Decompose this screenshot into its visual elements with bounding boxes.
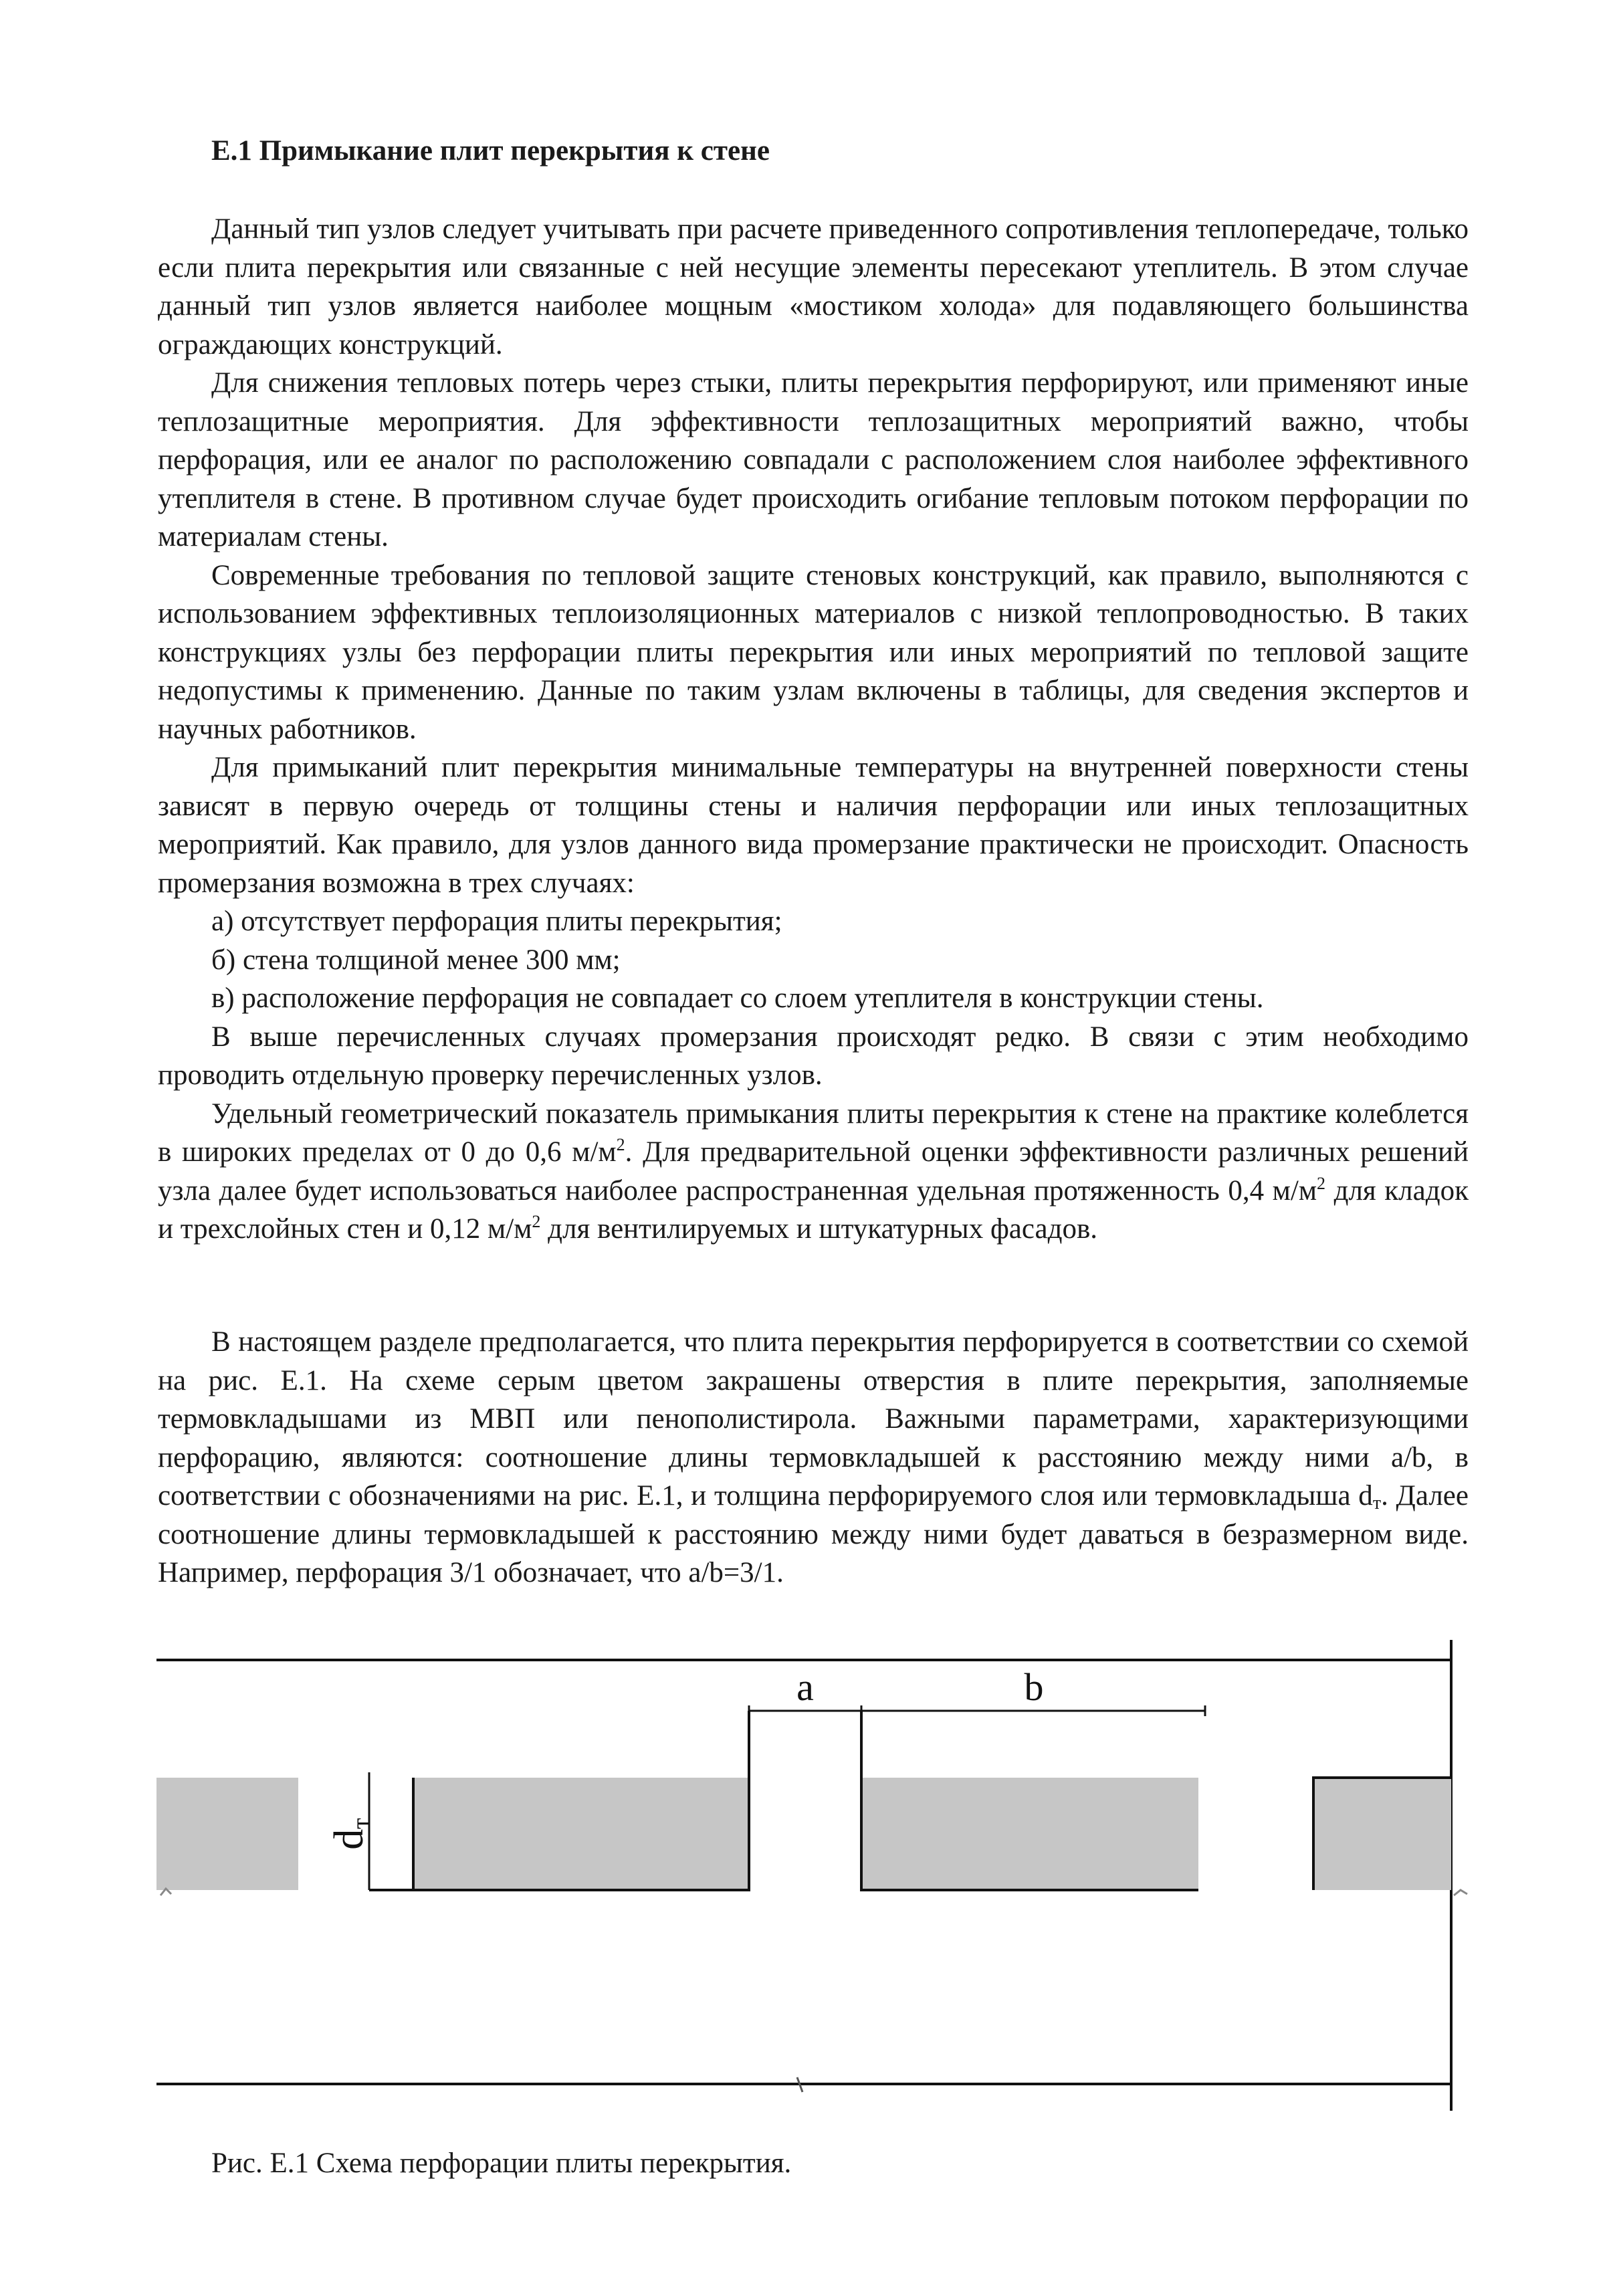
edge-mark-right (1454, 1890, 1467, 1895)
superscript-squared: 2 (532, 1212, 541, 1231)
paragraph-7-part-2: . Далее соотношение длины термовкладышей к расстоянию между ними будет даваться в безразмерном виде. Например, перфорация 3/1 обозначает, что a/b=3/1. (158, 1480, 1469, 1588)
list-item-a: а) отсутствует перфорация плиты перекрытия; (211, 906, 782, 937)
thermal-insert (1313, 1778, 1451, 1890)
label-d-group (326, 1818, 375, 1850)
body-text-bottom (158, 1323, 1469, 1592)
paragraph-4: Для примыканий плит перекрытия минимальные температуры на внутренней поверхности стены зависят в первую очередь от толщины стены и наличия перфорации или иных теплозащитных мероприятий. Как правило, для узлов данного вида промерзание практически не происходит. Опасность промерзания возможна в трех случаях: (158, 752, 1469, 899)
body-text-top (158, 210, 1469, 1249)
list-item-c: в) расположение перфорация не совпадает со слоем утеплителя в конструкции стены. (211, 982, 1264, 1014)
subscript-t: т (1372, 1493, 1382, 1514)
label-d (326, 1818, 375, 1850)
paragraph-7 (158, 1323, 1469, 1592)
label-d-main: d (326, 1829, 372, 1850)
thermal-insert (156, 1778, 298, 1890)
figure-caption: Рис. Е.1 Схема перфорации плиты перекрытия. (211, 2148, 792, 2179)
list-item-b: б) стена толщиной менее 300 мм; (211, 944, 621, 976)
superscript-squared: 2 (1317, 1173, 1326, 1193)
paragraph-3: Современные требования по тепловой защите стеновых конструкций, как правило, выполняются с использованием эффективных теплоизоляционных материалов с низкой теплопроводностью. В таких конструкциях узлы без перфорации плиты перекрытия или иных мероприятий по тепловой защите недопустимы к применению. Данные по таким узлам включены в таблицы, для сведения экспертов и научных работников. (158, 559, 1469, 745)
label-d-sub: т (347, 1818, 375, 1829)
paragraph-5: В выше перечисленных случаях промерзания происходят редко. В связи с этим необходимо проводить отдельную проверку перечисленных узлов. (158, 1021, 1469, 1091)
perforation-diagram (127, 1632, 1491, 2127)
label-b: b (1024, 1665, 1044, 1709)
thermal-insert (413, 1778, 749, 1890)
paragraph-7-part-1: В настоящем разделе предполагается, что плита перекрытия перфорируется в соответствии со схемой на рис. Е.1. На схеме серым цветом закрашены отверстия в плите перекрытия, заполняемые термовкладышами из МВП или пенополистирола. Важными параметрами, характеризующими перфорацию, являются: соотношение длины термовкладышей к расстоянию между ними a/b, в соответствии с обозначениями на рис. Е.1, и толщина перфорируемого слоя или термовкладыша d (158, 1326, 1469, 1511)
superscript-squared: 2 (616, 1135, 625, 1154)
paragraph-6-part-1: Удельный геометрический показатель примыкания плиты перекрытия к стене на практике колеблется в широких пределах от 0 до 0,6 м/м (158, 1098, 1469, 1168)
label-a: a (796, 1665, 814, 1709)
paragraph-6-part-2: . Для предварительной оценки эффективности различных решений узла далее будет использоваться наиболее распространенная удельная протяженность 0,4 м/м (158, 1136, 1469, 1207)
paragraph-6 (158, 1095, 1469, 1249)
paragraph-1: Данный тип узлов следует учитывать при расчете приведенного сопротивления теплопередаче, только если плита перекрытия или связанные с ней несущие элементы пересекают утеплитель. В этом случае данный тип узлов является наиболее мощным «мостиком холода» для подавляющего большинства ограждающих конструкций. (158, 213, 1469, 360)
paragraph-2: Для снижения тепловых потерь через стыки, плиты перекрытия перфорируют, или применяют иные теплозащитные мероприятия. Для эффективности теплозащитных мероприятий важно, чтобы перфорация, или ее аналог по расположению совпадали с расположением слоя наиболее эффективного утеплителя в стене. В противном случае будет происходить огибание тепловым потоком перфорации по материалам стены. (158, 367, 1469, 552)
section-heading: Е.1 Примыкание плит перекрытия к стене (211, 135, 770, 167)
paragraph-6-part-4: для вентилируемых и штукатурных фасадов. (540, 1213, 1098, 1245)
thermal-insert (861, 1778, 1198, 1890)
paragraph-6-part-3: для кладок и трехслойных стен и 0,12 м/м (158, 1174, 1469, 1245)
